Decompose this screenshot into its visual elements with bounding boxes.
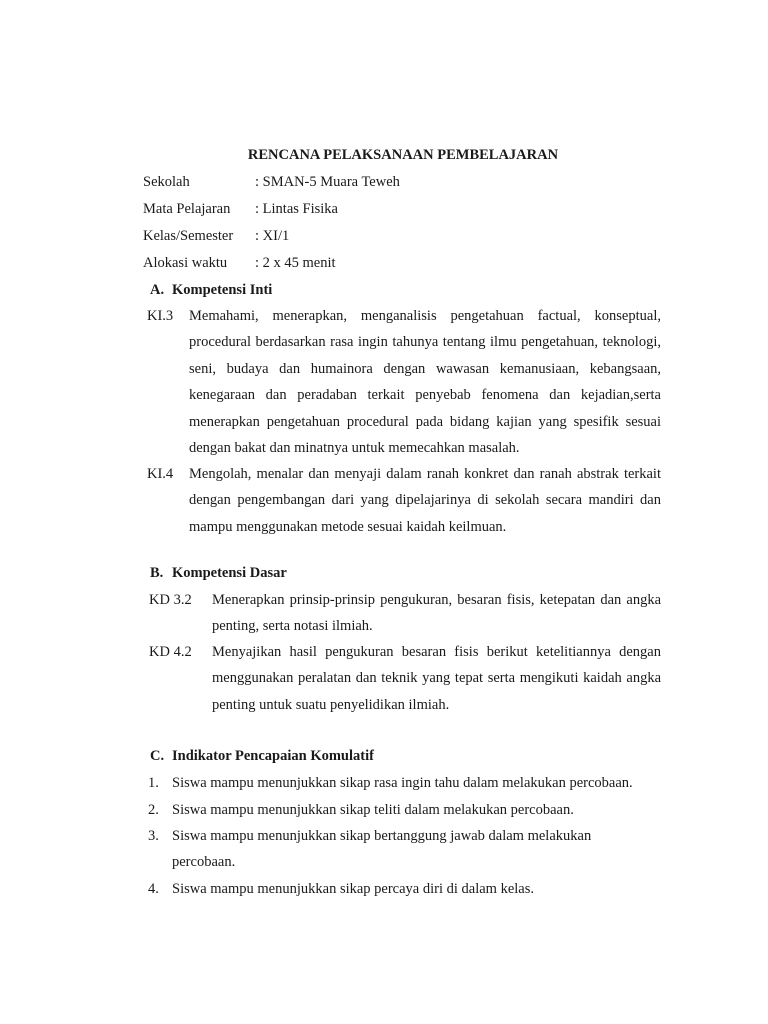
- indicator-item-1: [148, 770, 660, 796]
- info-value: : SMAN-5 Muara Teweh: [255, 174, 400, 190]
- info-value: : Lintas Fisika: [255, 201, 338, 217]
- info-row-alokasi-waktu: [143, 252, 400, 279]
- info-label: Alokasi waktu: [143, 255, 228, 271]
- kd-code: KD 4.2: [149, 644, 192, 660]
- kd-code: KD 3.2: [149, 592, 192, 608]
- ki-item-4: [147, 461, 661, 540]
- section-b-heading: [150, 562, 287, 584]
- section-c-heading: [150, 745, 374, 767]
- indicator-item-2: [148, 797, 660, 823]
- info-label: Mata Pelajaran: [143, 201, 231, 217]
- section-letter: B.: [150, 565, 164, 581]
- info-value: : XI/1: [255, 228, 290, 244]
- section-letter: A.: [150, 282, 165, 298]
- kd-text: Menerapkan prinsip-prinsip pengukuran, besaran fisis, ketepatan dan angka penting, serta notasi ilmiah.: [212, 592, 661, 635]
- section-title: Indikator Pencapaian Komulatif: [172, 748, 374, 764]
- indicator-text: Siswa mampu menunjukkan sikap rasa ingin tahu dalam melakukan percobaan.: [172, 775, 633, 791]
- indicator-number: 4.: [148, 881, 159, 897]
- info-label: Kelas/Semester: [143, 228, 234, 244]
- indicator-item-4: [148, 876, 660, 902]
- indicator-number: 3.: [148, 828, 159, 844]
- info-row-kelas-semester: [143, 225, 400, 252]
- indicator-text: Siswa mampu menunjukkan sikap teliti dalam melakukan percobaan.: [172, 802, 574, 818]
- ki-text: Mengolah, menalar dan menyaji dalam ranah konkret dan ranah abstrak terkait dengan pengembangan dari yang dipelajarinya di sekolah secara mandiri dan mampu menggunakan metode sesuai kaidah keilmuan.: [189, 466, 661, 535]
- kd-text: Menyajikan hasil pengukuran besaran fisis berikut ketelitiannya dengan menggunakan peralatan dan teknik yang tepat serta mengikuti kaidah angka penting untuk suatu penyelidikan ilmiah.: [212, 644, 661, 713]
- ki-code: KI.3: [147, 308, 174, 324]
- kd-item-4-2: [149, 639, 661, 718]
- section-a-heading: [150, 279, 272, 301]
- ki-text: Memahami, menerapkan, menganalisis pengetahuan factual, konseptual, procedural berdasarkan rasa ingin tahunya tentang ilmu pengetahuan, teknologi, seni, budaya dan humainora dengan wawasan kemanusiaan, kebangsaan, kenegaraan dan peradaban terkait penyebab fenomena dan kejadian,serta menerapkan pengetahuan procedural pada bidang kajian yang spesifik sesuai dengan bakat dan minatnya untuk memecahkan masalah.: [189, 308, 661, 457]
- info-row-mata-pelajaran: [143, 198, 400, 225]
- info-value: : 2 x 45 menit: [255, 255, 336, 271]
- identity-block: [143, 171, 400, 279]
- ki-item-3: [147, 303, 661, 461]
- section-title: Kompetensi Inti: [172, 282, 273, 298]
- section-letter: C.: [150, 748, 165, 764]
- indicator-number: 1.: [148, 775, 159, 791]
- indicator-item-3: [148, 823, 618, 876]
- kd-item-3-2: [149, 587, 661, 640]
- indicator-number: 2.: [148, 802, 159, 818]
- indicator-text: Siswa mampu menunjukkan sikap bertanggung jawab dalam melakukan percobaan.: [172, 828, 592, 871]
- indicator-text: Siswa mampu menunjukkan sikap percaya diri di dalam kelas.: [172, 881, 535, 897]
- section-title: Kompetensi Dasar: [172, 565, 287, 581]
- info-label: Sekolah: [143, 174, 190, 190]
- document-title: RENCANA PELAKSANAAN PEMBELAJARAN: [247, 147, 559, 163]
- info-row-sekolah: [143, 171, 400, 198]
- ki-code: KI.4: [147, 466, 174, 482]
